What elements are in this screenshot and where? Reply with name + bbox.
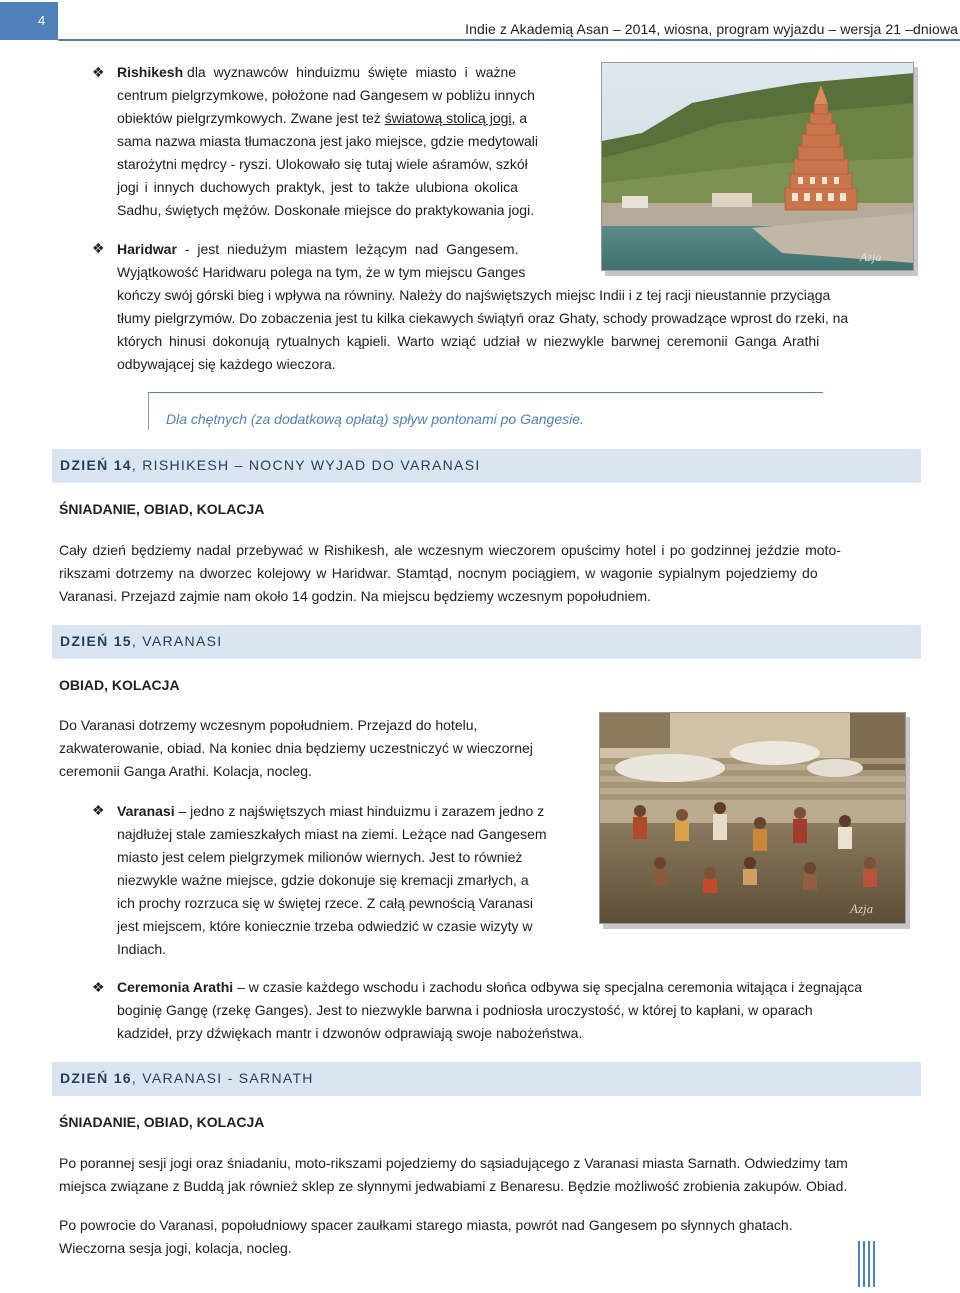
haridwar-line-2: Wyjątkowość Haridwaru polega na tym, że w tym miejscu Ganges — [117, 264, 526, 280]
haridwar-line-3: kończy swój górski bieg i wpływa na równiny. Należy do najświętszych miejsc Indii i z tej racji nieustannie przyciąga — [117, 287, 831, 303]
haridwar-line-5: których hinusi dokonują rytualnych kąpieli. Warto wziąć udział w niezwykle barwnej ceremonii Ganga Arathi — [117, 333, 820, 349]
haridwar-line-6: odbywającej się każdego wieczora. — [117, 356, 336, 372]
day-16-line-2: miejsca związane z Buddą jak również sklep ze słynnymi jedwabiami z Benaresu. Będzie możliwość zrobienia zakupów. Obiad. — [59, 1178, 848, 1194]
photo-watermark: Azja — [850, 901, 874, 916]
varanasi-line-7: Indiach. — [117, 941, 167, 957]
day-16-heading — [52, 1062, 921, 1096]
rishikesh-line-5: starożytni mędrcy - ryszi. Ulokowało się tutaj wiele aśramów, szkół — [117, 156, 528, 172]
day-16-label: DZIEŃ 16 — [60, 1070, 132, 1086]
arathi-name: Ceremonia Arathi — [117, 979, 234, 995]
varanasi-line-6: jest miejscem, które koniecznie trzeba odwiedzić w czasie wizyty w — [117, 918, 533, 934]
day-14-line-1: Cały dzień będziemy nadal przebywać w Rishikesh, ale wczesnym wieczorem opuścimy hotel i po godzinnej jeździe moto- — [59, 542, 841, 558]
bullet-diamond-icon: ❖ — [92, 802, 105, 818]
varanasi-line-4: niezwykle ważne miejsce, gdzie dokonuje się kremacji zmarłych, a — [117, 872, 529, 888]
haridwar-name: Haridwar — [117, 241, 177, 257]
arathi-line-1 — [117, 976, 862, 999]
rishikesh-text-3b: a — [519, 110, 528, 126]
day-15-meals: OBIAD, KOLACJA — [59, 677, 180, 693]
varanasi-line-1 — [117, 800, 544, 823]
day-15-label: DZIEŃ 15 — [60, 633, 132, 649]
header-rule — [58, 39, 960, 41]
rishikesh-line-7: Sadhu, świętych mężów. Doskonałe miejsce do praktykowania jogi. — [117, 202, 535, 218]
day-16-line-3: Po powrocie do Varanasi, popołudniowy spacer zaułkami starego miasta, powrót nad Gangesem po słynnych ghatach. — [59, 1217, 793, 1233]
day-14-title: , RISHIKESH – NOCNY WYJAD DO VARANASI — [131, 457, 481, 473]
rishikesh-temple-photo — [601, 62, 914, 271]
day-15-title: , VARANASI — [131, 633, 223, 649]
day-15-line-3: ceremonii Ganga Arathi. Kolacja, nocleg. — [59, 763, 312, 779]
rishikesh-name: Rishikesh — [117, 64, 184, 80]
haridwar-line-4: tłumy pielgrzymów. Do zobaczenia jest tu kilka ciekawych świątyń oraz Ghaty, schody prowadzące wprost do rzeki, na — [117, 310, 849, 326]
bullet-diamond-icon: ❖ — [92, 979, 105, 995]
haridwar-text-1: - jest niedużym miastem leżącym nad Gangesem. — [184, 241, 519, 257]
rishikesh-line-1 — [117, 61, 573, 84]
rishikesh-underlined: światową stolicą jogi, — [384, 110, 516, 126]
day-14-meals: ŚNIADANIE, OBIAD, KOLACJA — [59, 501, 265, 517]
day-14-heading — [52, 449, 921, 483]
rishikesh-line-6: jogi i innych duchowych praktyk, jest to także ulubiona okolica — [117, 179, 518, 195]
document-header-title: Indie z Akademią Asan – 2014, wiosna, program wyjazdu – wersja 21 –dniowa — [465, 21, 958, 37]
rishikesh-text-3: obiektów pielgrzymkowych. Zwane jest też — [117, 110, 381, 126]
photo-watermark: Azja — [860, 250, 882, 264]
optional-activity-pullquote — [148, 392, 823, 430]
varanasi-ghats-photo — [599, 712, 906, 924]
rishikesh-line-3 — [117, 107, 527, 130]
day-15-heading — [52, 625, 921, 659]
page-number: 4 — [0, 2, 58, 40]
day-16-line-4: Wieczorna sesja jogi, kolacja, nocleg. — [59, 1240, 292, 1256]
arathi-line-2: boginię Gangę (rzekę Ganges). Jest to niezwykle barwna i podniosła uroczystość, w której to kapłani, w oparach — [117, 1002, 813, 1018]
varanasi-name: Varanasi — [117, 803, 175, 819]
varanasi-line-3: miasto jest celem pielgrzymek milionów wiernych. Jest to również — [117, 849, 523, 865]
day-15-line-1: Do Varanasi dotrzemy wczesnym popołudniem. Przejazd do hotelu, — [59, 717, 478, 733]
varanasi-text-1: – jedno z najświętszych miast hinduizmu i zarazem jedno z — [178, 803, 545, 819]
day-14-line-2: rikszami dotrzemy na dworzec kolejowy w Haridwar. Stamtąd, nocnym pociągiem, w wagonie sypialnym pojedziemy do — [59, 565, 818, 581]
haridwar-line-1 — [117, 238, 519, 261]
day-16-meals: ŚNIADANIE, OBIAD, KOLACJA — [59, 1114, 265, 1130]
varanasi-line-5: ich prochy rozrzuca się w świętej rzece. Z całą pewnością Varanasi — [117, 895, 534, 911]
bullet-diamond-icon: ❖ — [92, 240, 105, 256]
rishikesh-text-1: dla wyznawców hinduizmu święte miasto i ważne — [187, 64, 517, 80]
arathi-line-3: kadzideł, przy dźwiękach mantr i dzwonów odprawiają swoje nabożeństwa. — [117, 1025, 583, 1041]
arathi-text-1: – w czasie każdego wschodu i zachodu słońca odbywa się specjalna ceremonia witająca i żegnająca — [237, 979, 862, 995]
varanasi-line-2: najdłużej stale zamieszkałych miast na ziemi. Leżące nad Gangesem — [117, 826, 547, 842]
bullet-diamond-icon: ❖ — [92, 64, 105, 80]
day-16-title: , VARANASI - SARNATH — [131, 1070, 314, 1086]
decorative-bars-icon — [857, 1241, 877, 1287]
rishikesh-line-2: centrum pielgrzymkowe, położone nad Gangesem w pobliżu innych — [117, 87, 535, 103]
day-15-line-2: zakwaterowanie, obiad. Na koniec dnia będziemy uczestniczyć w wieczornej — [59, 740, 533, 756]
rishikesh-line-4: sama nazwa miasta tłumaczona jest jako miejsce, gdzie medytowali — [117, 133, 538, 149]
pullquote-text: Dla chętnych (za dodatkową opłatą) spływ pontonami po Gangesie. — [166, 411, 584, 427]
day-14-line-3: Varanasi. Przejazd zajmie nam około 14 godzin. Na miejscu będziemy wczesnym popołudniem. — [59, 588, 651, 604]
day-16-line-1: Po porannej sesji jogi oraz śniadaniu, moto-rikszami pojedziemy do sąsiadującego z Varanasi miasta Sarnath. Odwiedzimy tam — [59, 1155, 848, 1171]
day-14-label: DZIEŃ 14 — [60, 457, 132, 473]
